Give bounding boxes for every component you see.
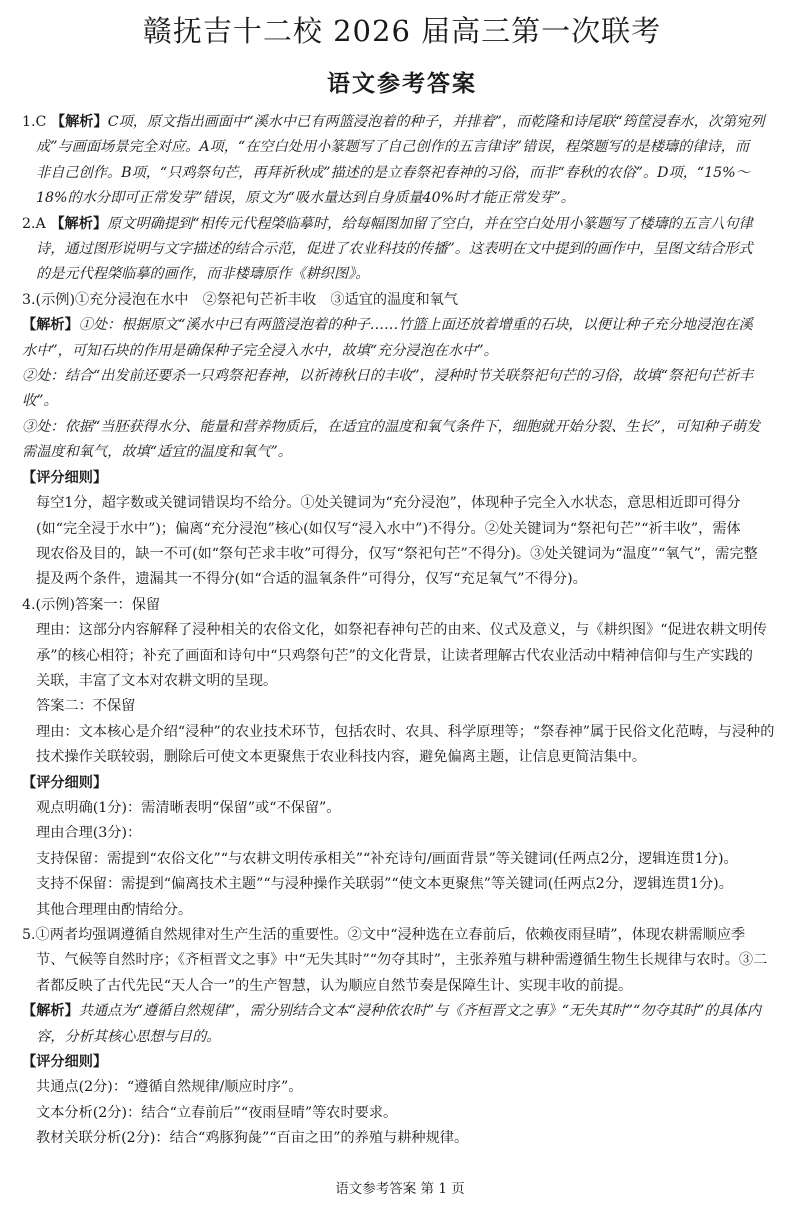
question-number: 4.: [22, 596, 36, 613]
scoring-rules-tag: 【评分细则】: [22, 469, 108, 486]
question-5-analysis: [22, 999, 782, 1024]
analysis-text: 诗，通过图形说明与文字描述的结合示范，促进了农业科技的传播”。这表明在文中提到的画作中，呈图文结合形式: [36, 241, 753, 258]
analysis-tag: 【解析】: [50, 215, 108, 232]
scoring-rules-tag: 【评分细则】: [22, 1054, 108, 1071]
analysis-text: 水中”，可知石块的作用是确保种子完全浸入水中，故填“充分浸泡在水中”。: [22, 342, 498, 359]
scoring-rule-text: 教材关联分析(2分)：结合“鸡豚狗彘”“百亩之田”的养殖与耕种规律。: [36, 1130, 469, 1147]
question-3-answer: [22, 288, 782, 313]
scoring-rule-text: 支持不保留：需提到“偏离技术主题”“与浸种操作关联弱”“使文本更聚焦”等关键词(任两点2分，逻辑连贯1分)。: [36, 876, 733, 893]
analysis-tag: 【解析】: [22, 317, 79, 334]
analysis-text: 需温度和氧气，故填“适宜的温度和氧气”。: [22, 444, 292, 461]
analysis-text: ②处：结合“出发前还要杀一只鸡祭祀春神，以祈祷秋日的丰收”，浸种时节关联祭祀句芒的习俗，故填“祭祀句芒祈丰: [22, 368, 754, 385]
page-footer: 语文参考答案 第 1 页: [335, 1181, 465, 1197]
analysis-text: 18%的水分即可正常发芽”错误，原文为“吸水量达到自身质量40%时才能正常发芽”。: [36, 190, 575, 207]
analysis-text: 容，分析其核心思想与目的。: [36, 1028, 221, 1045]
question-2: [22, 212, 782, 288]
reason-text: 技术操作关联较弱，删除后可使文本更聚焦于农业科技内容，避免偏离主题，让信息更简洁集中。: [36, 749, 647, 766]
exam-title: 赣抚吉十二校 2026 届高三第一次联考: [142, 14, 662, 48]
scoring-rule-text: 观点明确(1分)：需清晰表明“保留”或“不保留”。: [36, 799, 341, 816]
scoring-rule-text: (如“完全浸于水中”)；偏离“充分浸泡”核心(如仅写“浸入水中”)不得分。②处关键词为“祭祀句芒”“祈丰收”，需体: [36, 520, 741, 537]
reason-text: 关联，丰富了文本对农耕文明的呈现。: [36, 672, 278, 689]
answer-text: 节、气候等自然时序；《齐桓晋文之事》中“无失其时”“勿夺其时”，主张养殖与耕种需遵循生物生长规律与农时。③二: [36, 952, 768, 969]
answer-letter: C: [35, 114, 47, 130]
scoring-rule-text: 提及两个条件，遗漏其一不得分(如“合适的温氧条件”可得分，仅写“充足氧气”不得分)。: [36, 571, 587, 588]
scoring-rule-text: 现农俗及目的，缺一不可(如“祭句芒求丰收”可得分，仅写“祭祀句芒”不得分)。③处关键词为“温度”“氧气”，需完整: [36, 545, 758, 562]
analysis-text: 原文明确提到“相传元代程棨临摹时，给每幅图加留了空白，并在空白处用小篆题写了楼璹的五言八句律: [107, 215, 753, 232]
question-number: 5.: [22, 927, 36, 943]
analysis-text: 成”与画面场景完全对应。A项，“在空白处用小篆题写了自己创作的五言律诗”错误，程棨题写的是楼璹的律诗，而: [36, 139, 750, 156]
scoring-rule-text: 理由合理(3分)：: [36, 825, 142, 842]
scoring-rule-text: 文本分析(2分)：结合“立春前后”“夜雨昼晴”等农时要求。: [36, 1104, 398, 1121]
scoring-rule-text: 每空1分，超字数或关键词错误均不给分。①处关键词为“充分浸泡”，体现种子完全入水状态，意思相近即可得分: [36, 495, 741, 512]
question-3-analysis: [22, 313, 782, 338]
question-number: 1.: [22, 114, 36, 130]
analysis-text: 的是元代程棨临摹的画作，而非楼璹原作《耕织图》。: [36, 266, 370, 283]
question-5: [22, 923, 782, 1152]
question-number: 3.: [22, 291, 36, 308]
analysis-text: ①处：根据原文“溪水中已有两篮浸泡着的种子……竹篮上面还放着增重的石块，以便让种子充分地浸泡在溪: [78, 317, 753, 334]
question-4-answer-1: [22, 593, 782, 618]
analysis-tag: 【解析】: [22, 1003, 79, 1020]
question-number: 2.: [22, 215, 36, 232]
question-3: [22, 288, 782, 593]
scoring-rule-text: 共通点(2分)：“遵循自然规律/顺应时序”。: [36, 1079, 303, 1096]
reason-text: 理由：文本核心是介绍“浸种”的农业技术环节，包括农时、农具、科学原理等；“祭春神”属于民俗文化范畴，与浸种的: [36, 723, 775, 740]
question-1: [22, 110, 782, 212]
question-1-line: [22, 110, 782, 135]
answer-text: (示例)答案一：保留: [35, 596, 161, 613]
question-2-line: [22, 212, 782, 237]
analysis-tag: 【解析】: [50, 114, 108, 130]
question-5-answer: [22, 923, 782, 948]
analysis-text: 非自己创作。B项，“只鸡祭句芒，再拜祈秋成”描述的是立春祭祀春神的习俗，而非“春秋的农俗”。D项，“15%～: [36, 164, 750, 181]
reason-text: 理由：这部分内容解释了浸种相关的农俗文化，如祭祀春神句芒的由来、仪式及意义，与《耕织图》“促进农耕文明传: [36, 622, 767, 639]
analysis-text: 收”。: [22, 393, 58, 410]
analysis-text: ③处：依据“当胚获得水分、能量和营养物质后，在适宜的温度和氧气条件下，细胞就开始分裂、生长”，可知种子萌发: [22, 418, 761, 435]
scoring-rules-tag: 【评分细则】: [22, 774, 108, 791]
question-4: [22, 593, 782, 923]
answer-text: ①两者均强调遵循自然规律对生产生活的重要性。②文中“浸种选在立春前后，依赖夜雨昼晴”，体现农耕需顺应季: [35, 927, 746, 943]
answer-letter: A: [35, 215, 46, 232]
answer-text: 答案二：不保留: [36, 698, 136, 715]
answer-text: 者都反映了古代先民“天人合一”的生产智慧，认为顺应自然节奏是保障生计、实现丰收的前提。: [36, 977, 633, 994]
document-title: 语文参考答案: [327, 71, 477, 97]
analysis-text: C项，原文指出画面中“溪水中已有两篮浸泡着的种子，并排着”，而乾隆和诗尾联“筠筐浸春水，次第宛列: [107, 114, 765, 130]
scoring-rule-text: 其他合理理由酌情给分。: [36, 901, 193, 918]
analysis-text: 共通点为“遵循自然规律”，需分别结合文本“浸种依农时”与《齐桓晋文之事》“无失其时”“勿夺其时”的具体内: [78, 1003, 762, 1020]
scoring-rule-text: 支持保留：需提到“农俗文化”“与农耕文明传承相关”“补充诗句/画面背景”等关键词(任两点2分，逻辑连贯1分)。: [36, 850, 738, 867]
reason-text: 承”的核心相符；补充了画面和诗句中“只鸡祭句芒”的文化背景，让读者理解古代农业活动中精神信仰与生产实践的: [36, 647, 753, 664]
answer-text: (示例)①充分浸泡在水中 ②祭祀句芒祈丰收 ③适宜的温度和氧气: [35, 291, 459, 308]
